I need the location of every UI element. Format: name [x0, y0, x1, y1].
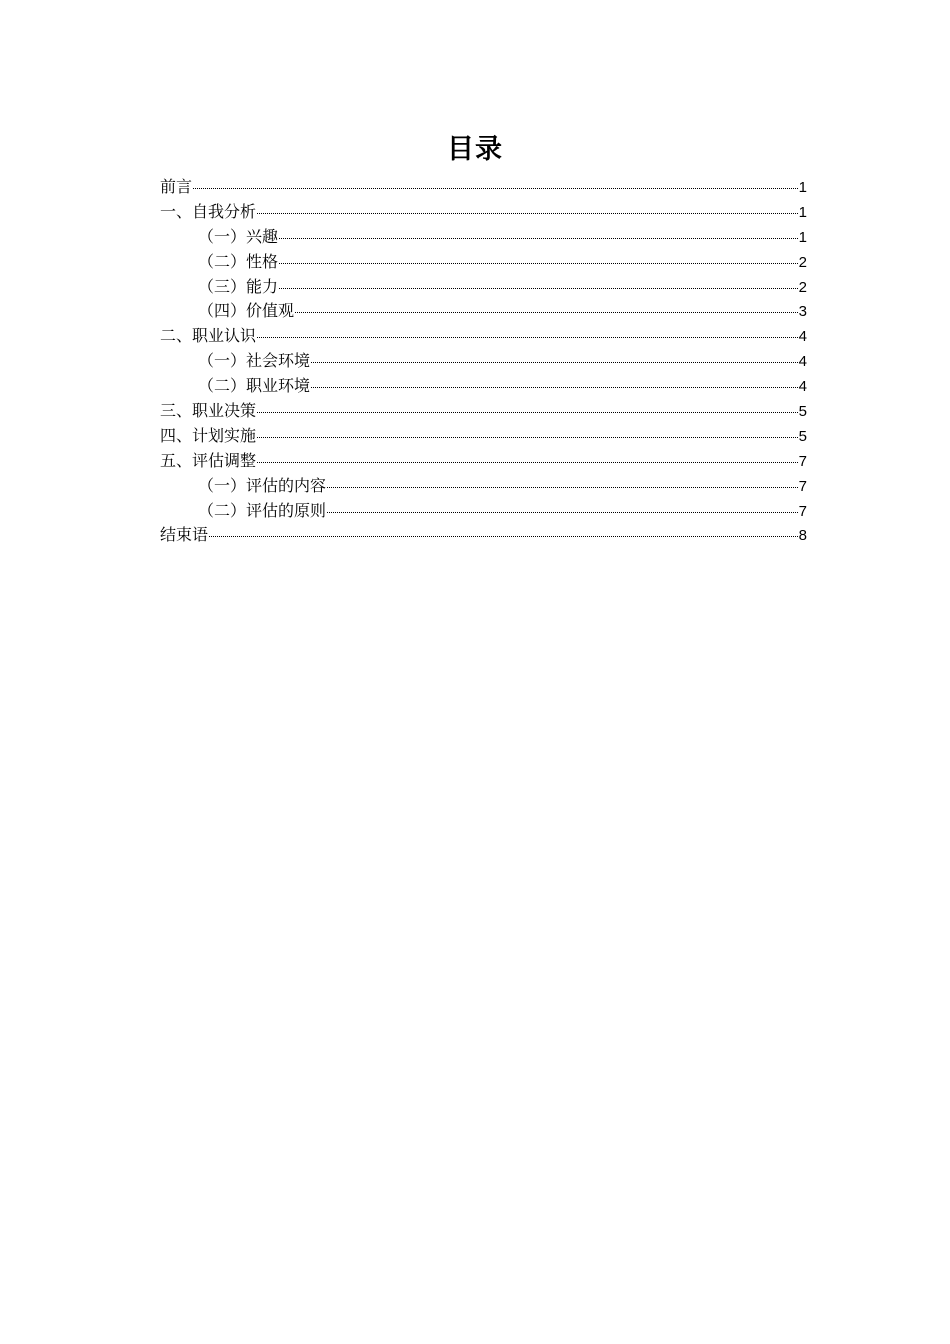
toc-dot-leader: [279, 262, 798, 264]
toc-entry[interactable]: [160, 424, 807, 449]
toc-entry-label: 前言: [160, 177, 193, 196]
toc-entry-label: 一、自我分析: [160, 201, 257, 221]
toc-dot-leader: [279, 237, 798, 239]
toc-entry-label: （一）社会环境: [198, 351, 311, 371]
toc-entry-page-number: 4: [798, 353, 807, 371]
toc-entry-page-number: 1: [798, 228, 807, 246]
toc-entry[interactable]: [160, 399, 807, 424]
toc-entry-page-number: 4: [798, 378, 807, 396]
toc-entry-page-number: 5: [798, 427, 807, 445]
toc-entry-page-number: 7: [798, 502, 807, 520]
toc-dot-leader: [209, 535, 798, 537]
toc-dot-leader: [295, 311, 798, 313]
toc-entry[interactable]: [160, 250, 807, 275]
table-of-contents: [160, 175, 807, 548]
toc-dot-leader: [193, 187, 798, 189]
toc-entry[interactable]: [160, 275, 807, 300]
toc-entry-label: 结束语: [160, 525, 209, 545]
toc-entry[interactable]: [160, 225, 807, 250]
toc-dot-leader: [311, 386, 798, 388]
toc-title: 目录: [447, 134, 503, 165]
toc-entry-page-number: 2: [798, 253, 807, 271]
toc-dot-leader: [257, 336, 798, 338]
toc-dot-leader: [257, 436, 798, 438]
toc-entry-page-number: 2: [798, 278, 807, 296]
toc-entry-page-number: 5: [798, 403, 807, 421]
toc-entry-page-number: 1: [798, 203, 807, 221]
toc-entry[interactable]: [160, 175, 807, 200]
toc-entry-label: （二）性格: [198, 251, 279, 271]
toc-entry-page-number: 4: [798, 328, 807, 346]
toc-entry-label: （四）价值观: [198, 301, 295, 321]
toc-entry-page-number: 1: [798, 179, 807, 196]
toc-entry[interactable]: [160, 200, 807, 225]
toc-dot-leader: [311, 361, 798, 363]
toc-entry-page-number: 8: [798, 527, 807, 545]
toc-entry[interactable]: [160, 474, 807, 499]
toc-entry-label: 二、职业认识: [160, 326, 257, 346]
toc-entry-label: 五、评估调整: [160, 450, 257, 470]
toc-entry-page-number: 7: [798, 477, 807, 495]
toc-entry-label: （二）职业环境: [198, 376, 311, 396]
toc-dot-leader: [279, 287, 798, 289]
toc-entry-label: 四、计划实施: [160, 425, 257, 445]
toc-entry[interactable]: [160, 499, 807, 524]
toc-entry-page-number: 7: [798, 452, 807, 470]
toc-entry-label: 三、职业决策: [160, 401, 257, 421]
toc-entry[interactable]: [160, 299, 807, 324]
toc-entry-label: （一）评估的内容: [198, 475, 327, 495]
toc-dot-leader: [327, 486, 798, 488]
toc-dot-leader: [257, 461, 798, 463]
toc-entry[interactable]: [160, 523, 807, 548]
toc-entry[interactable]: [160, 449, 807, 474]
toc-entry-label: （二）评估的原则: [198, 500, 327, 520]
toc-dot-leader: [327, 511, 798, 513]
toc-entry[interactable]: [160, 324, 807, 349]
toc-dot-leader: [257, 212, 798, 214]
toc-entry[interactable]: [160, 374, 807, 399]
toc-dot-leader: [257, 411, 798, 413]
toc-entry[interactable]: [160, 349, 807, 374]
toc-entry-label: （三）能力: [198, 276, 279, 296]
toc-entry-label: （一）兴趣: [198, 226, 279, 246]
toc-entry-page-number: 3: [798, 303, 807, 321]
